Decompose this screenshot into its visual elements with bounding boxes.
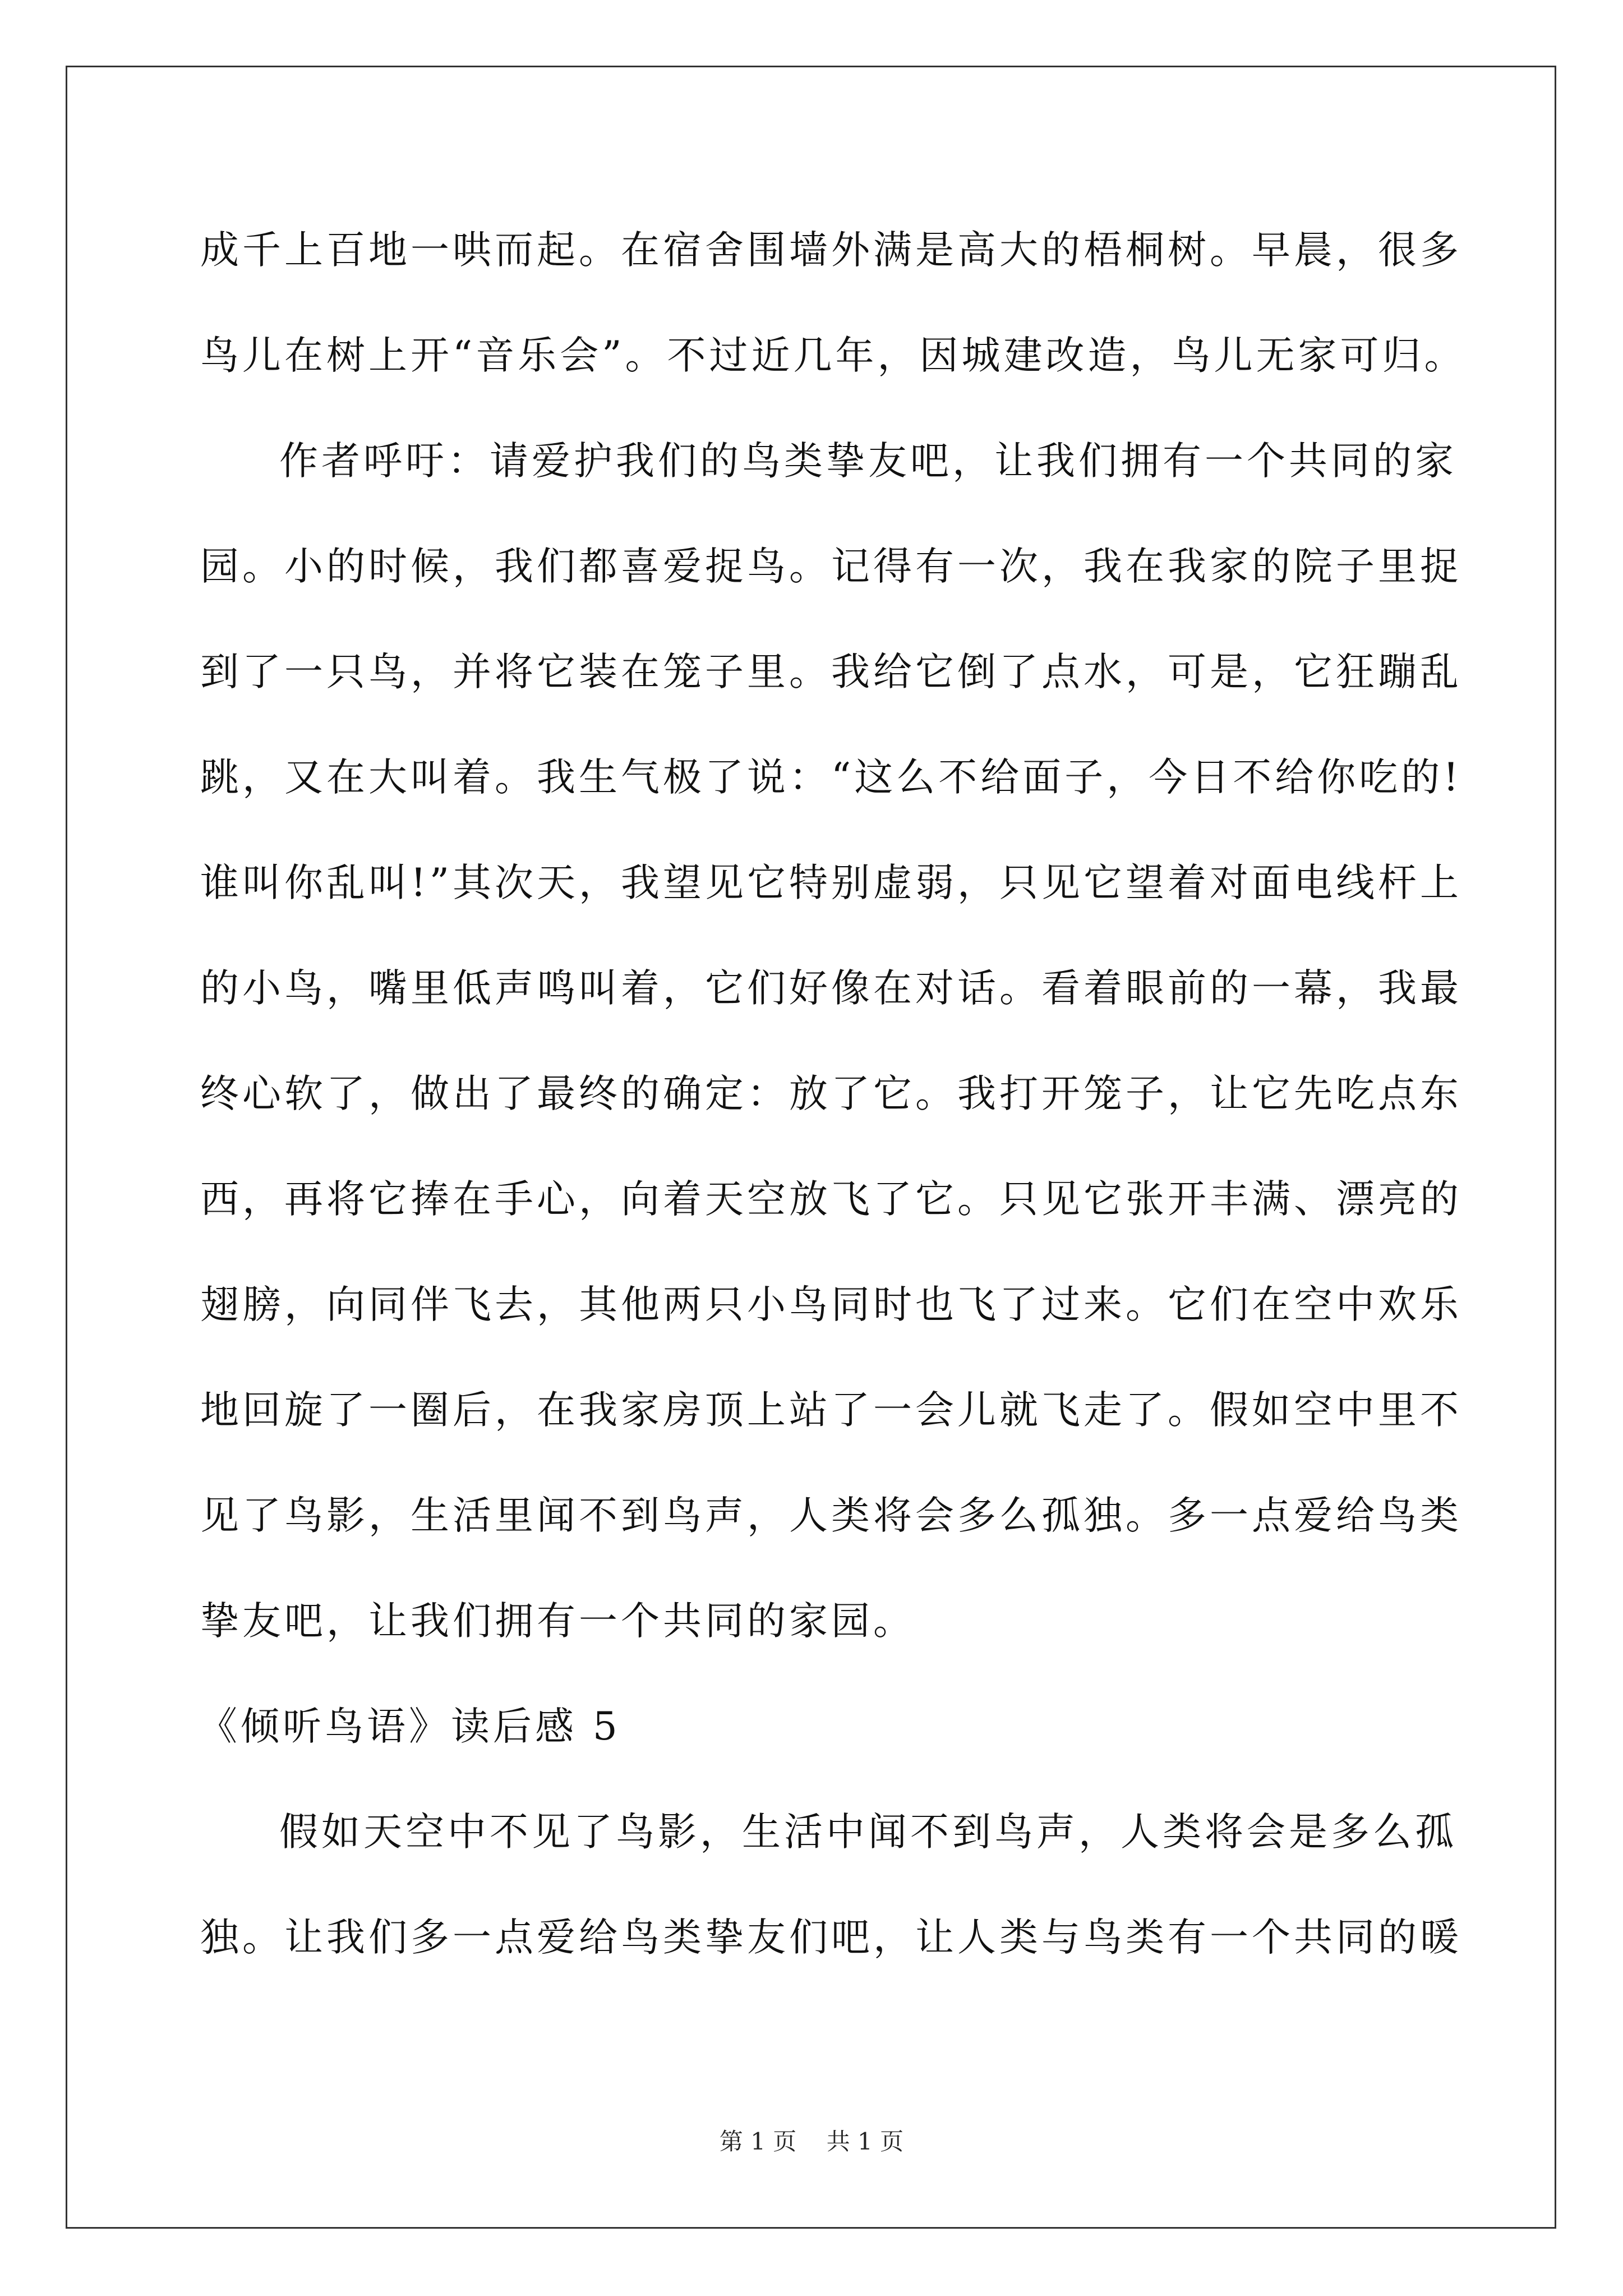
text-line: 鸟儿在树上开“音乐会”。不过近几年，因城建改造，鸟儿无家可归。 xyxy=(200,333,1467,378)
text-line: 跳，又在大叫着。我生气极了说：“这么不给面子，今日不给你吃的! xyxy=(200,755,1463,800)
text-line: 翅膀，向同伴飞去，其他两只小鸟同时也飞了过来。它们在空中欢乐 xyxy=(200,1282,1462,1327)
text-line: 到了一只鸟，并将它装在笼子里。我给它倒了点水，可是，它狂蹦乱 xyxy=(200,650,1462,694)
text-line: 地回旋了一圈后，在我家房顶上站了一会儿就飞走了。假如空中里不 xyxy=(200,1388,1462,1433)
page-number-label: 第 1 页 共 1 页 xyxy=(719,2128,904,2155)
document-body xyxy=(199,197,1467,1990)
section-heading: 《倾听鸟语》读后感 5 xyxy=(199,1704,621,1749)
paragraph-start-line: 作者呼吁：请爱护我们的鸟类挚友吧，让我们拥有一个共同的家 xyxy=(279,439,1457,484)
text-line: 终心软了，做出了最终的确定：放了它。我打开笼子，让它先吃点东 xyxy=(200,1071,1462,1116)
text-line: 园。小的时候，我们都喜爱捉鸟。记得有一次，我在我家的院子里捉 xyxy=(200,544,1462,589)
text-line: 成千上百地一哄而起。在宿舍围墙外满是高大的梧桐树。早晨，很多 xyxy=(200,228,1462,273)
page-footer xyxy=(0,2127,1623,2156)
text-line: 谁叫你乱叫!”其次天，我望见它特别虚弱，只见它望着对面电线杆上 xyxy=(200,861,1463,905)
text-line: 西，再将它捧在手心，向着天空放飞了它。只见它张开丰满、漂亮的 xyxy=(200,1177,1462,1222)
text-line: 见了鸟影，生活里闻不到鸟声，人类将会多么孤独。多一点爱给鸟类 xyxy=(200,1493,1462,1538)
text-line: 独。让我们多一点爱给鸟类挚友们吧，让人类与鸟类有一个共同的暖 xyxy=(200,1915,1462,1960)
paragraph-start-line: 假如天空中不见了鸟影，生活中闻不到鸟声，人类将会是多么孤 xyxy=(279,1810,1457,1855)
text-line: 的小鸟，嘴里低声鸣叫着，它们好像在对话。看着眼前的一幕，我最 xyxy=(200,966,1462,1011)
text-line: 挚友吧，让我们拥有一个共同的家园。 xyxy=(200,1599,915,1644)
